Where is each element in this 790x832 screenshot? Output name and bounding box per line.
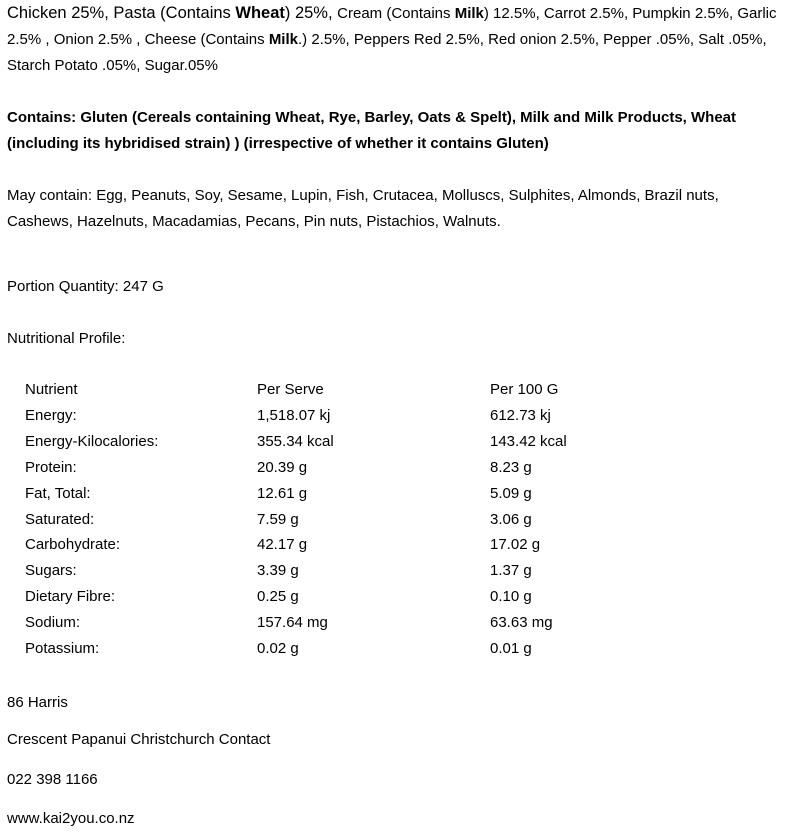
header-per-serve: Per Serve — [257, 381, 324, 398]
per-100g-value: 8.23 g — [490, 458, 532, 476]
contains-statement: Contains: Gluten (Cereals containing Wheat, Rye, Barley, Oats & Spelt), Milk and Milk Products, Wheat (including its hybridised strain) ) (irrespective of whether it contains Gluten) — [7, 109, 737, 152]
ingredient-pasta-prefix: Pasta (Contains — [113, 4, 236, 22]
per-100g-value: 0.10 g — [490, 588, 532, 606]
table-row — [25, 532, 690, 558]
per-100g-value: 63.63 mg — [490, 614, 553, 632]
nutrient-name: Energy: — [25, 406, 77, 424]
table-row — [25, 610, 690, 636]
table-row — [25, 403, 690, 429]
nutrition-header-row — [25, 377, 690, 403]
ingredient-pasta-suffix: ) 25%, — [284, 4, 338, 22]
ingredient-list-end: .) 2.5%, Peppers Red 2.5%, Red onion 2.5%, Pepper .05%, Salt .05%, Starch Potato .05%, Sugar.05% — [7, 31, 767, 74]
nutrient-name: Saturated: — [25, 510, 95, 528]
header-per-100g: Per 100 G — [490, 381, 559, 398]
allergen-wheat: Wheat — [235, 4, 285, 22]
address-line-1: 86 Harris — [7, 693, 68, 711]
per-serve-value: 157.64 mg — [257, 614, 328, 632]
address-line-2: Crescent Papanui Christchurch Contact — [7, 730, 271, 748]
nutrient-name: Protein: — [25, 458, 77, 476]
nutrient-name: Dietary Fibre: — [25, 588, 116, 606]
per-serve-value: 0.02 g — [257, 640, 299, 658]
per-100g-value: 17.02 g — [490, 536, 541, 554]
per-serve-value: 42.17 g — [257, 536, 308, 554]
may-contain-statement: May contain: Egg, Peanuts, Soy, Sesame, Lupin, Fish, Crutacea, Molluscs, Sulphites, Almonds, Brazil nuts, Cashews, Hazelnuts, Macadamias, Pecans, Pin nuts, Pistachios, Walnuts. — [7, 187, 719, 230]
ingredient-list-middle: ) 12.5%, Carrot 2.5%, Pumpkin 2.5%, Garlic 2.5% , Onion 2.5% , Cheese (Contains — [7, 5, 777, 48]
per-100g-value: 5.09 g — [490, 484, 532, 502]
table-row — [25, 584, 690, 610]
phone-number: 022 398 1166 — [7, 770, 98, 788]
table-row — [25, 507, 690, 533]
nutritional-profile-label: Nutritional Profile: — [7, 330, 126, 347]
per-100g-value: 3.06 g — [490, 510, 532, 528]
header-nutrient: Nutrient — [25, 381, 78, 398]
ingredient-cream-prefix: Cream (Contains — [337, 5, 455, 22]
nutrient-name: Fat, Total: — [25, 484, 91, 502]
nutrient-name: Carbohydrate: — [25, 536, 121, 554]
per-serve-value: 20.39 g — [257, 458, 308, 476]
per-100g-value: 1.37 g — [490, 562, 532, 580]
allergen-milk-cheese: Milk — [268, 31, 298, 48]
per-serve-value: 1,518.07 kj — [257, 406, 331, 424]
table-row — [25, 636, 690, 662]
per-serve-value: 0.25 g — [257, 588, 299, 606]
website-link[interactable]: www.kai2you.co.nz — [7, 809, 135, 827]
table-row — [25, 481, 690, 507]
per-serve-value: 3.39 g — [257, 562, 299, 580]
nutrient-name: Sugars: — [25, 562, 77, 580]
nutrition-table — [25, 377, 690, 662]
per-100g-value: 143.42 kcal — [490, 432, 567, 450]
allergen-milk: Milk — [454, 5, 484, 22]
nutrient-name: Sodium: — [25, 614, 81, 632]
per-100g-value: 612.73 kj — [490, 406, 551, 424]
table-row — [25, 455, 690, 481]
per-100g-value: 0.01 g — [490, 640, 532, 658]
ingredients-paragraph — [7, 0, 783, 79]
portion-quantity: Portion Quantity: 247 G — [7, 278, 164, 295]
nutrient-name: Energy-Kilocalories: — [25, 432, 159, 450]
nutrient-name: Potassium: — [25, 640, 100, 658]
per-serve-value: 355.34 kcal — [257, 432, 334, 450]
ingredient-chicken: Chicken 25%, — [7, 4, 114, 22]
document-page — [7, 0, 783, 832]
per-serve-value: 12.61 g — [257, 484, 308, 502]
table-row — [25, 429, 690, 455]
per-serve-value: 7.59 g — [257, 510, 299, 528]
table-row — [25, 558, 690, 584]
